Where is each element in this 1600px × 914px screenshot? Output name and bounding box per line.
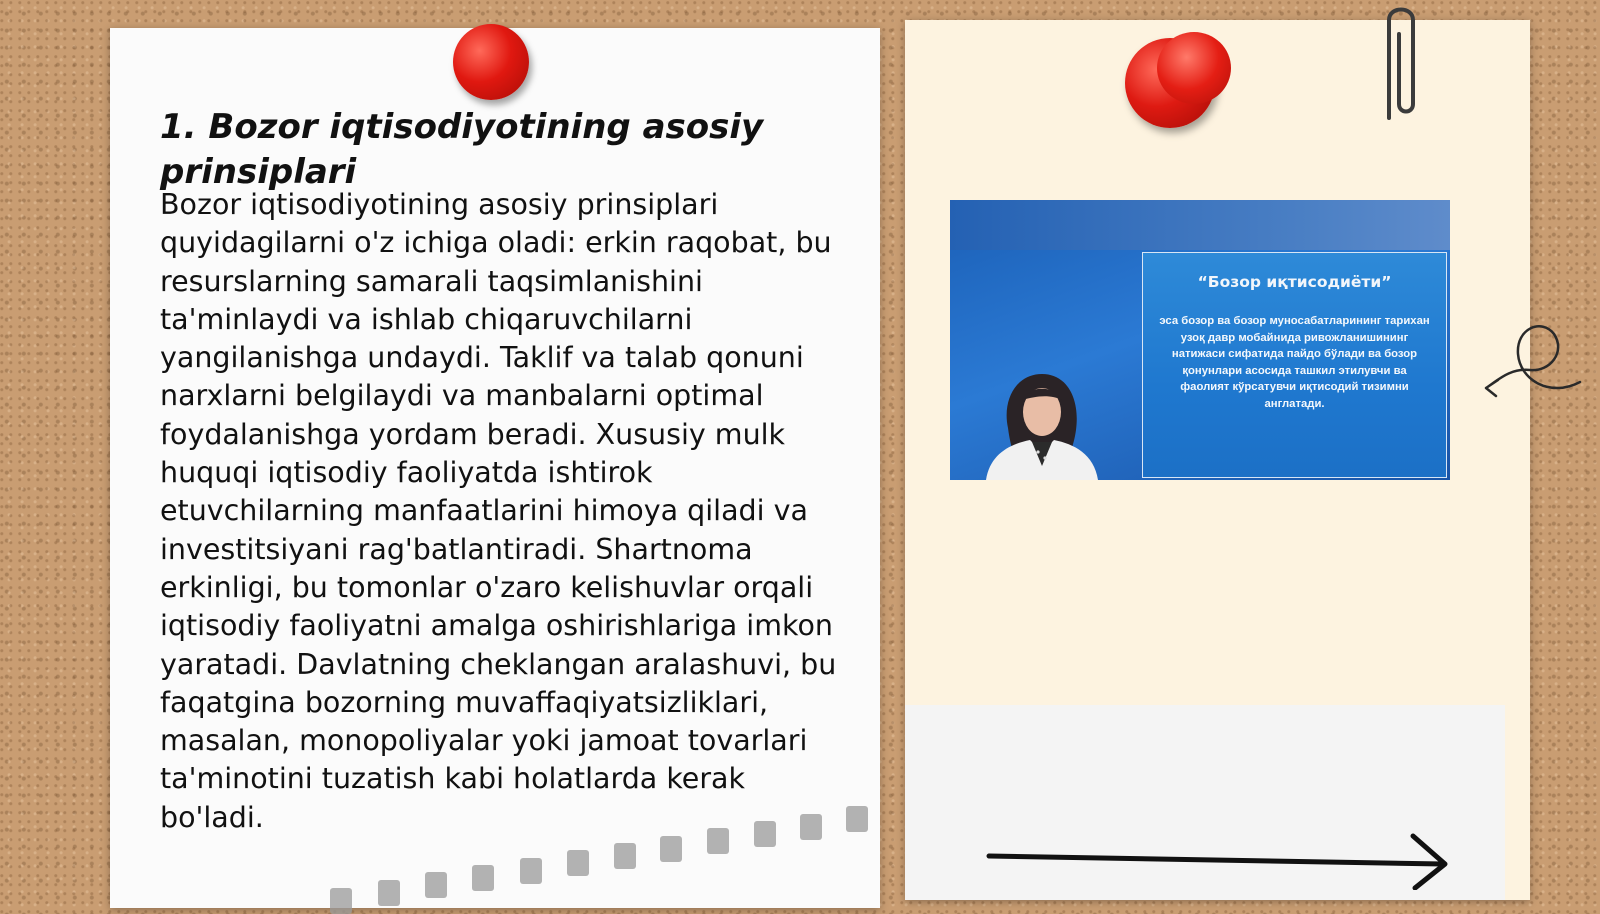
presenter-figure [980, 370, 1105, 480]
video-slide-title: “Бозор иқтисодиёти” [1197, 273, 1392, 291]
push-pin-icon [1157, 32, 1231, 104]
paper-clip-icon [1375, 0, 1425, 130]
arrow-right-icon [985, 830, 1455, 890]
push-pin-icon [453, 24, 529, 100]
swirl-doodle-icon [1480, 310, 1600, 410]
section-body-text: Bozor iqtisodiyotining asosiy prinsiplari quyidagilarni o'z ichiga oladi: erkin raqobat, bu resurslarning samarali taqsimlanishini ta'minlaydi va ishlab chiqaruvchilarni yangilanishga undaydi. Taklif va talab qonuni narxlarni belgilaydi va manbalarni optimal foydalanishga yordam beradi. Xususiy mulk huquqi iqtisodiy faoliyatda ishtirok etuvchilarning manfaatlarini himoya qiladi va investitsiyani rag'batlantiradi. Shartnoma erkinligi, bu tomonlar o'zaro kelishuvlar orqali iqtisodiy faoliyatni amalga oshirishlariga imkon yaratadi. Davlatning cheklangan aralashuvi, bu faqatgina bozorning muvaffaqiyatsizliklari, masalan, monopoliyalar yoki jamoat tovarlari ta'minotini tuzatish kabi holatlarda kerak bo'ladi. [160, 188, 837, 834]
video-slide-panel [1142, 252, 1447, 478]
section-heading: 1. Bozor iqtisodiyotining asosiy prinsiplari [160, 107, 764, 192]
video-frame[interactable] [950, 200, 1450, 480]
video-slide-text: эса бозор ва бозор муносабатларининг тарихан узоқ давр мобайнида ривожланишининг натижаси сифатида пайдо бўлади ва бозор қонунлари асосида ташкил этилувчи ва фаолият кўрсатувчи иқтисодий тизимни англатади. [1159, 315, 1430, 410]
video-background-strip [950, 200, 1450, 250]
